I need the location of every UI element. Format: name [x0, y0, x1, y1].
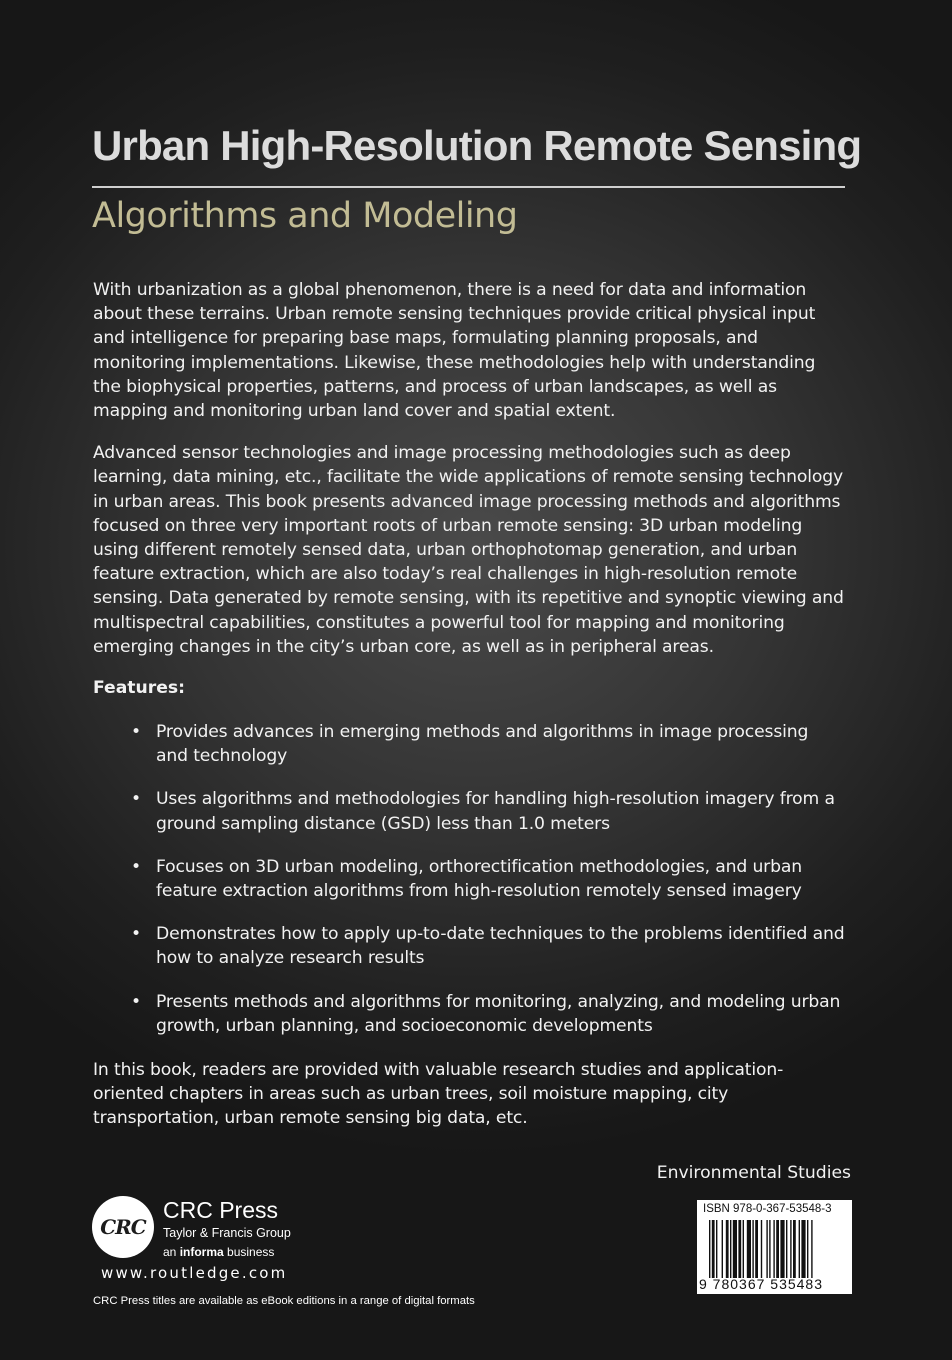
feature-item: [93, 855, 845, 903]
bullet-icon: •: [131, 856, 141, 877]
bullet-icon: •: [131, 924, 141, 945]
bullet-icon: •: [131, 722, 141, 742]
feature-text: Uses algorithms and methodologies for handling high-resolution imagery from a ground sampling distance (GSD) less than 1.0 meters: [156, 789, 835, 834]
isbn-digits: 9 780367 535483: [699, 1276, 823, 1292]
features-list: [93, 720, 845, 1057]
crc-logo-icon: CRC: [92, 1196, 154, 1258]
bullet-icon: •: [131, 789, 141, 810]
publisher-group: Taylor & Francis Group: [163, 1226, 291, 1240]
barcode-bars-icon: [709, 1220, 847, 1278]
publisher-name: CRC Press: [163, 1197, 279, 1223]
isbn-barcode: [697, 1200, 852, 1294]
ebook-note: CRC Press titles are available as eBook editions in a range of digital formats: [93, 1295, 475, 1307]
feature-item: [93, 922, 845, 970]
description-paragraph-1: With urbanization as a global phenomenon, there is a need for data and information about these terrains. Urban remote sensing techniques provide critical physical input and intelligence for preparing base maps, formulating planning proposals, and monitoring implementations. Likewise, these methodologies help with understanding the biophysical properties, patterns, and process of urban landscapes, as well as mapping and monitoring urban land cover and spatial extent.: [93, 280, 816, 422]
publisher-url: www.routledge.com: [101, 1264, 288, 1282]
publisher-business-line: [163, 1245, 274, 1259]
title-divider: [92, 186, 845, 188]
feature-text: Presents methods and algorithms for monitoring, analyzing, and modeling urban growth, urban planning, and socioeconomic developments: [156, 991, 841, 1036]
feature-item: [93, 787, 845, 835]
book-title: Urban High-Resolution Remote Sensing: [92, 122, 862, 169]
feature-item: [93, 720, 845, 768]
features-heading: Features:: [93, 678, 185, 698]
business-suffix: business: [223, 1245, 275, 1259]
description-paragraph-2: Advanced sensor technologies and image processing methodologies such as deep learning, data mining, etc., facilitate the wide applications of remote sensing technology in urban areas. This book presents advanced image processing methods and algorithms focused on three very important roots of urban remote sensing: 3D urban modeling using different remotely sensed data, urban orthophotomap generation, and urban feature extraction, which are also today’s real challenges in high-resolution remote sensing. Data generated by remote sensing, with its repetitive and synoptic viewing and multispectral capabilities, constitutes a powerful tool for mapping and monitoring emerging changes in the city’s urban core, as well as in peripheral areas.: [93, 443, 844, 657]
informa-brand: informa: [179, 1245, 224, 1259]
feature-text: Demonstrates how to apply up-to-date techniques to the problems identified and how to analyze research results: [156, 924, 845, 969]
subject-category: Environmental Studies: [656, 1163, 851, 1183]
isbn-label: ISBN 978-0-367-53548-3: [703, 1203, 832, 1215]
feature-text: Provides advances in emerging methods and algorithms in image processing and technology: [156, 722, 809, 767]
description-body: [93, 278, 845, 677]
book-subtitle: Algorithms and Modeling: [92, 196, 518, 236]
closing-paragraph: In this book, readers are provided with valuable research studies and application-oriented chapters in areas such as urban trees, soil moisture mapping, city transportation, urban remote sensing big data, etc.: [93, 1060, 784, 1129]
bullet-icon: •: [131, 991, 141, 1012]
feature-text: Focuses on 3D urban modeling, orthorectification methodologies, and urban feature extraction algorithms from high-resolution remotely sensed imagery: [156, 856, 802, 902]
business-prefix: an: [163, 1245, 180, 1259]
feature-item: [93, 990, 845, 1038]
